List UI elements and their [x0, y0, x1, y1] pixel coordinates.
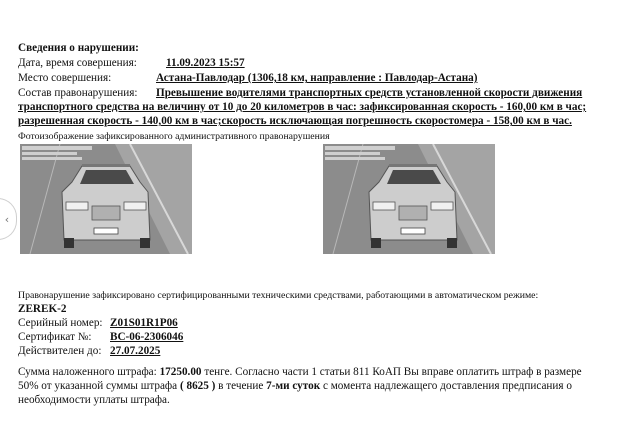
fine-amount: 17250.00	[159, 366, 202, 378]
valid-label: Действителен до:	[18, 345, 102, 357]
device-intro: Правонарушение зафиксировано сертифицированными техническими средствами, работающими в автоматическом режиме:	[18, 290, 539, 301]
serial-label: Серийный номер:	[18, 317, 103, 329]
offense-label: Состав правонарушения:	[18, 87, 138, 99]
payment-term: 7-ми суток	[266, 380, 321, 392]
offense-line-1: Превышение водителями транспортных средств установленной скорости движения	[156, 87, 583, 99]
fine-text-1: тенге. Согласно части 1 статьи 811 КоАП Вы вправе оплатить штраф в размере	[204, 366, 582, 378]
place-label: Место совершения:	[18, 72, 112, 84]
device-name: ZEREK-2	[18, 303, 67, 315]
fine-text-3: в течение	[218, 380, 264, 392]
fine-line-2	[18, 380, 572, 393]
violation-document	[18, 0, 623, 427]
datetime-label: Дата, время совершения:	[18, 57, 137, 69]
carousel-prev-button[interactable]	[0, 198, 17, 240]
cert-label: Сертификат №:	[18, 331, 92, 343]
fine-label: Сумма наложенного штрафа:	[18, 366, 157, 378]
photo-caption: Фотоизображение зафиксированного административного правонарушения	[18, 131, 330, 142]
place-value: Астана-Павлодар (1306,18 км, направление : Павлодар-Астана)	[156, 72, 478, 84]
offense-line-2: транспортного средства на величину от 10 до 20 километров в час: зафиксированная скорость - 160,00 км в час;	[18, 101, 587, 113]
car-photo-icon	[20, 144, 192, 254]
serial-value: Z01S01R1P06	[110, 317, 178, 329]
datetime-value: 11.09.2023 15:57	[166, 57, 245, 69]
fine-text-2: 50% от указанной суммы штрафа	[18, 380, 178, 392]
cert-value: BC-06-2306046	[110, 331, 184, 343]
section-title: Сведения о нарушении:	[18, 42, 139, 54]
chevron-left-icon: ‹	[4, 212, 10, 226]
reduced-amount: ( 8625 )	[179, 380, 216, 392]
violation-photo-1	[20, 144, 192, 254]
offense-line-3: разрешенная скорость - 140,00 км в час;скорость исключающая погрешность скоростомера - 158,00 км в час.	[18, 115, 572, 127]
violation-photo-2	[323, 144, 495, 254]
fine-line-3: необходимости уплаты штрафа.	[18, 394, 170, 406]
valid-value: 27.07.2025	[110, 345, 161, 357]
fine-text-4: с момента надлежащего доставления предписания о	[322, 380, 572, 392]
car-photo-icon	[323, 144, 495, 254]
fine-line-1	[18, 366, 582, 379]
